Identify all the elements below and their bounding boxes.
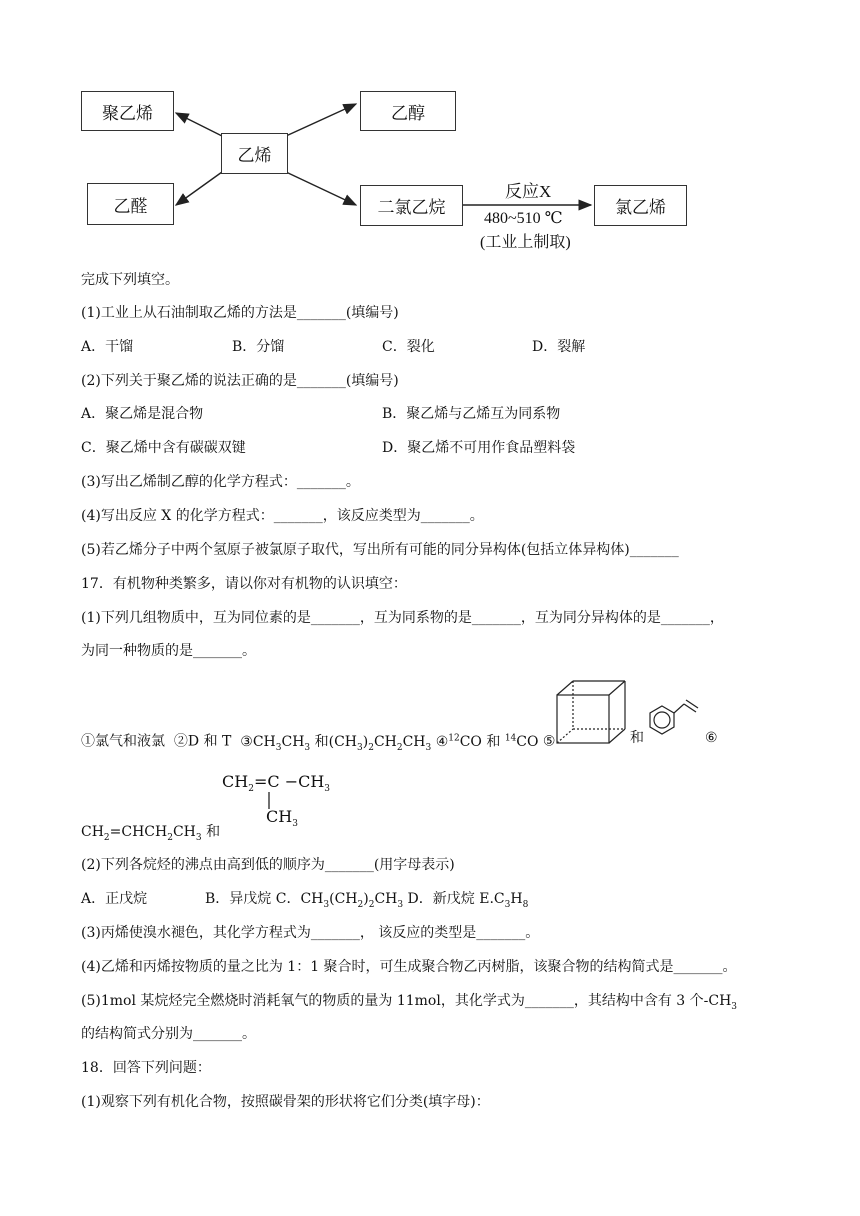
temperature-label: 480~510 ℃ xyxy=(484,210,563,227)
q18-title: 18．回答下列问题： xyxy=(81,1060,211,1076)
q17-p2: (2)下列各烷烃的沸点由高到低的顺序为_______(用字母表示) xyxy=(81,857,455,873)
reaction-x-label: 反应X xyxy=(505,182,552,201)
q17-p3: (3)丙烯使溴水褪色，其化学方程式为_______， 该反应的类型是_______。 xyxy=(81,925,540,941)
butene-line: $CH_2=CHCH_2CH_3$ 和 xyxy=(81,824,221,843)
q16-p1: (1)工业上从石油制取乙烯的方法是_______(填编号) xyxy=(81,305,399,321)
q16-p2-option-a: A．聚乙烯是混合物 xyxy=(81,406,204,422)
q16-p2-option-c: C．聚乙烯中含有碳碳双键 xyxy=(81,440,246,456)
item-1: ①氯气和液氯 xyxy=(81,733,165,750)
q16-p2: (2)下列关于聚乙烯的说法正确的是_______(填编号) xyxy=(81,373,399,389)
node-dichloroethane: 二氯乙烷 xyxy=(360,185,463,226)
q17-items xyxy=(81,728,555,757)
styrene-structure xyxy=(644,694,704,744)
q16-p5: (5)若乙烯分子中两个氢原子被氯原子取代，写出所有可能的同分异构体(包括立体异构体)_______ xyxy=(81,542,679,558)
item-4: ④$^{12}$CO 和 $^{14}$CO xyxy=(435,733,539,750)
item-3: $③CH_3CH_3$ 和$(CH_3)_2CH_2CH_3$ xyxy=(240,733,432,753)
item-2: ②D 和 T xyxy=(173,733,232,750)
q18-p1: (1)观察下列有机化合物，按照碳骨架的形状将它们分类(填字母)： xyxy=(81,1094,490,1110)
q16-p2-option-b: B．聚乙烯与乙烯互为同系物 xyxy=(382,406,561,422)
item-5: ⑤ xyxy=(542,733,556,750)
arrow-to-ethanol xyxy=(286,104,356,136)
q17-p2-options: A．正戊烷 B．异戊烷 C．$CH_3(CH_2)_2CH_3$ D．新戊烷 $E.C_3H_8$ xyxy=(81,891,529,910)
item-6: ⑥ xyxy=(705,730,718,746)
q17-p4: (4)乙烯和丙烯按物质的量之比为 1：1 聚合时，可生成聚合物乙丙树脂，该聚合物的结构简式是_______。 xyxy=(81,959,737,975)
q16-p2-option-d: D．聚乙烯不可用作食品塑料袋 xyxy=(382,440,576,456)
q16-intro: 完成下列填空。 xyxy=(81,272,179,288)
node-acetaldehyde: 乙醛 xyxy=(87,183,174,225)
q16-p1-option-a: A．干馏 xyxy=(81,339,134,355)
q17-title: 17．有机物种类繁多，请以你对有机物的认识填空： xyxy=(81,576,407,592)
q17-p5-line1: (5)1mol 某烷烃完全燃烧时消耗氧气的物质的量为 11mol，其化学式为_______，其结构中含有 3 个$-CH_3$ xyxy=(81,993,738,1012)
q17-p5-line2: 的结构简式分别为_______。 xyxy=(81,1026,256,1042)
q16-p1-option-b: B．分馏 xyxy=(232,339,285,355)
q16-p1-option-d: D．裂解 xyxy=(532,339,586,355)
arrow-to-dichloroethane xyxy=(286,172,356,205)
q16-p4: (4)写出反应 X 的化学方程式：_______，该反应类型为_______。 xyxy=(81,508,484,524)
cubane-structure xyxy=(551,679,629,747)
item-5-and: 和 xyxy=(630,730,644,746)
q16-p3: (3)写出乙烯制乙醇的化学方程式：_______。 xyxy=(81,474,360,490)
arrow-to-acetaldehyde xyxy=(176,172,222,205)
node-vinyl-chloride: 氯乙烯 xyxy=(594,185,687,226)
arrow-to-polyethylene xyxy=(176,113,222,136)
q17-p1-line2: 为同一种物质的是_______。 xyxy=(81,643,256,659)
node-ethylene: 乙烯 xyxy=(221,133,288,174)
q16-p1-option-c: C．裂化 xyxy=(382,339,435,355)
q17-p1-line1: (1)下列几组物质中，互为同位素的是_______，互为同系物的是_______，互为同分异构体的是_______， xyxy=(81,610,724,626)
node-ethanol: 乙醇 xyxy=(360,91,456,131)
node-polyethylene: 聚乙烯 xyxy=(81,91,174,131)
industrial-note: (工业上制取) xyxy=(480,234,571,251)
